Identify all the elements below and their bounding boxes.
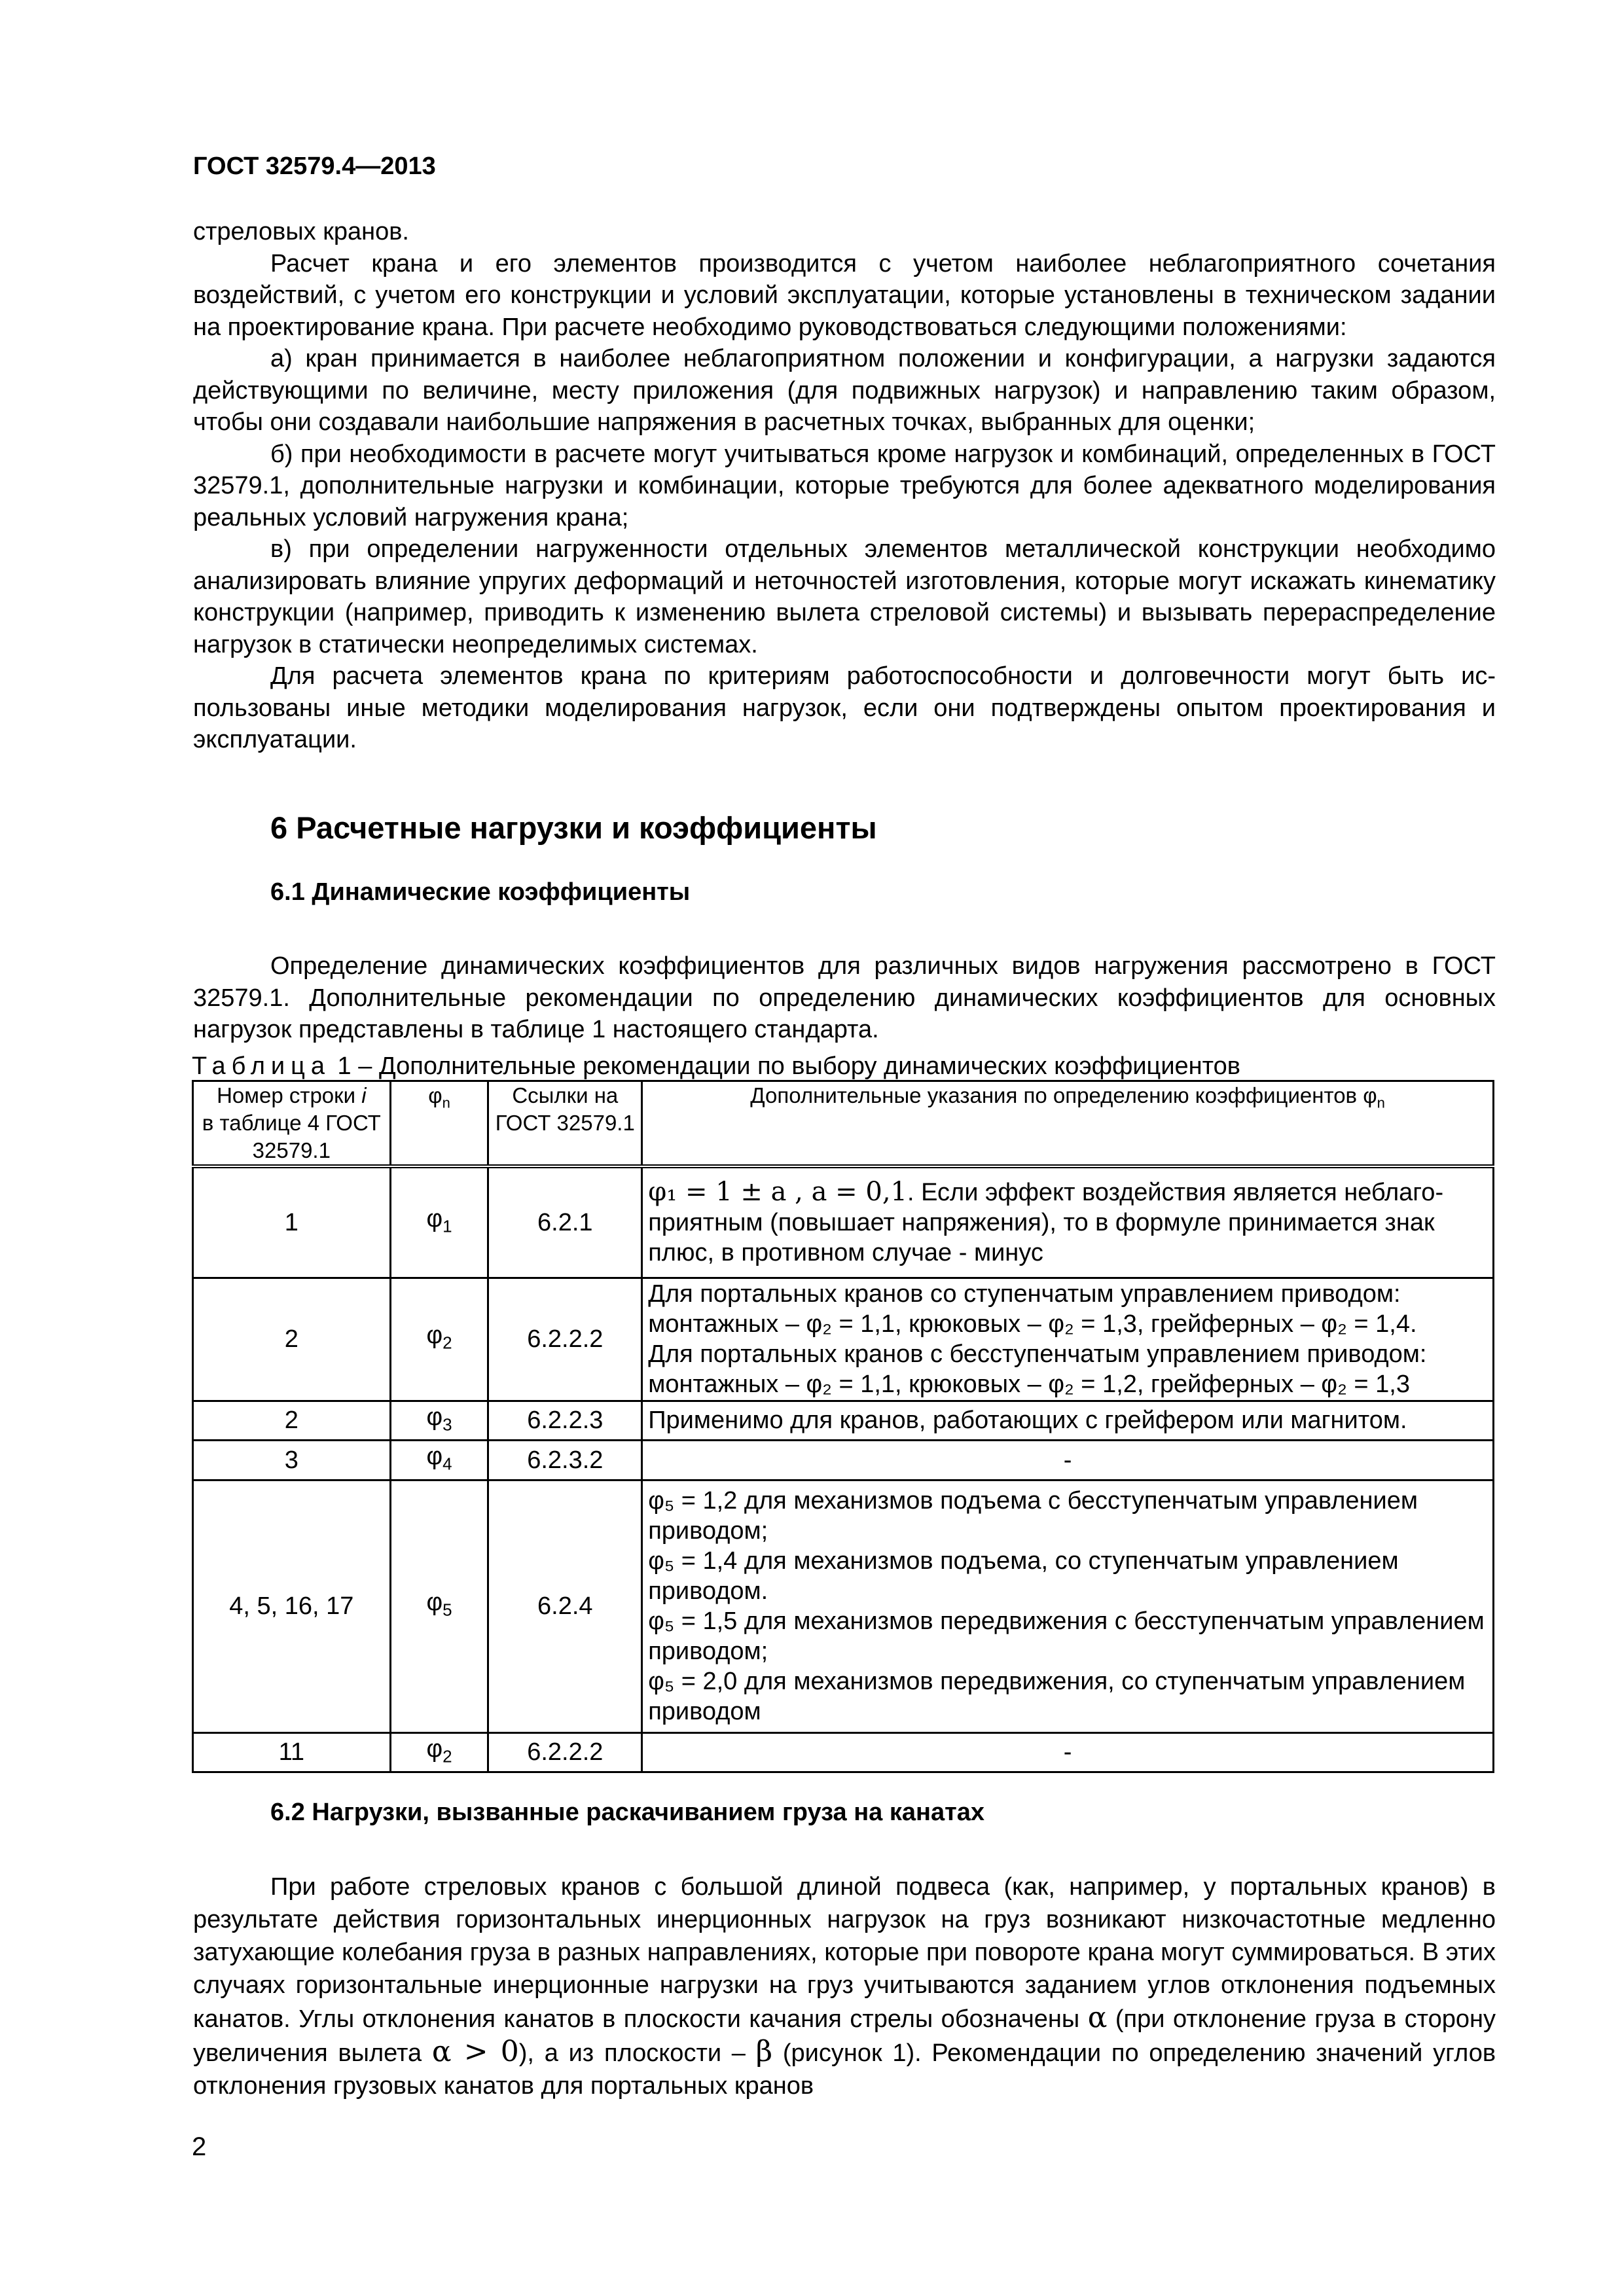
table-row: [193, 1480, 1494, 1732]
row-number: 11: [193, 1732, 391, 1772]
table-row: [193, 1401, 1494, 1441]
row-reference: 6.2.1: [488, 1166, 642, 1278]
row-reference: 6.2.4: [488, 1480, 642, 1732]
section-heading: 6 Расчетные нагрузки и коэффициенты: [270, 810, 877, 845]
coefficients-table: [192, 1080, 1494, 1773]
row-reference: 6.2.2.2: [488, 1732, 642, 1772]
subsection-heading: 6.2 Нагрузки, вызванные раскачиванием груза на канатах: [270, 1799, 984, 1826]
row-phi: $\varphi_4$: [390, 1441, 488, 1480]
intro-text: [193, 216, 1496, 756]
table-row: [193, 1441, 1494, 1480]
paragraph: Расчет крана и его элементов производится с учетом наиболее неблагоприятного сочетания воздействий, с учетом его конструкции и условий эксплуатации, которые установлены в техническом задании на проектирование крана. При расчете необходимо руководствоваться следующими положениями:: [193, 249, 1496, 341]
row-reference: 6.2.2.3: [488, 1401, 642, 1441]
row-instructions: φ₅ = 1,2 для механизмов подъема с бесступенчатым управлением приводом; φ₅ = 1,4 для механизмов подъема, со ступенчатым управлением приводом. φ₅ = 1,5 для механизмов передвижения с бесступенчатым управлением приводом; φ₅ = 2,0 для механизмов передвижения, со ступенчатым управлением приводом: [642, 1480, 1494, 1732]
section-6-1-text: [193, 950, 1496, 1046]
row-number: 1: [193, 1166, 391, 1278]
row-instructions: φ₁ = 1 ± a , a = 0,1. Если эффект воздействия является неблагоприятным (повышает напряжения), то в формуле принимается знак плюс, в противном случае - минус: [642, 1166, 1494, 1278]
row-phi: $\varphi_2$: [390, 1278, 488, 1401]
table-row: [193, 1166, 1494, 1278]
header-phi: $\varphi_n$: [390, 1081, 488, 1167]
paragraph: стреловых кранов.: [193, 218, 409, 245]
row-phi: $\varphi_3$: [390, 1401, 488, 1441]
list-item-a: а) кран принимается в наиболее неблагоприятном положении и конфигурации, а нагрузки задаются действующими по величине, месту приложения (для подвижных нагрузок) и направлению таким образом, чтобы они создавали наибольшие напряжения в расчетных точках, выбранных для оценки;: [193, 345, 1496, 436]
row-instructions: -: [642, 1441, 1494, 1480]
table-row: [193, 1732, 1494, 1772]
list-item-b: б) при необходимости в расчете могут учитываться кроме нагрузок и комбинаций, определенных в ГОСТ 32579.1, дополнительные нагрузки и комбинации, которые требуются для более адекватного моделирования реальных условий нагружения крана;: [193, 440, 1496, 531]
paragraph: При работе стреловых кранов с большой длиной подвеса (как, например, у портальных кранов) в результате действия горизонтальных инерционных нагрузок на груз возникают низкочастотные медленно затухающие колебания груза в разных направлениях, которые при повороте крана могут суммироваться. В этих случаях горизонтальные инерционные нагрузки на груз учитываются заданием углов отклонения подъемных канатов. Углы отклонения канатов в плоскости качания стрелы обозначены α (при отклонение груза в сторону увеличения вылета α > 0), а из плоскости – β (рисунок 1). Рекомендации по определению значений углов отклонения грузовых канатов для портальных кранов: [193, 1873, 1496, 2100]
table-caption: Таблица 1 – Дополнительные рекомендации по выбору динамических коэффициентов: [192, 1052, 1240, 1080]
document-header: ГОСТ 32579.4—2013: [193, 152, 436, 180]
table-header-row: [193, 1081, 1494, 1167]
row-instructions: Для портальных кранов со ступенчатым управлением приводом: монтажных – φ₂ = 1,1, крюковых – φ₂ = 1,3, грейферных – φ₂ = 1,4. Для портальных кранов с бесступенчатым управлением приводом: монтажных – φ₂ = 1,1, крюковых – φ₂ = 1,2, грейферных – φ₂ = 1,3: [642, 1278, 1494, 1401]
header-row-number: Номер строки i в таблице 4 ГОСТ 32579.1: [193, 1081, 391, 1167]
formula: φ₁ = 1 ± a , a = 0,1: [648, 1177, 907, 1208]
alpha-condition: α > 0: [431, 2035, 519, 2068]
alpha-symbol: α: [1087, 2001, 1108, 2034]
row-phi: $\varphi_2$: [390, 1732, 488, 1772]
row-number: 2: [193, 1278, 391, 1401]
paragraph: Определение динамических коэффициентов для различных видов нагружения рассмотрено в ГОСТ 32579.1. Дополнительные рекомендации по определению динамических коэффициентов для основных нагрузок представлены в таблице 1 настоящего стандарта.: [193, 952, 1496, 1043]
beta-symbol: β: [755, 2035, 773, 2068]
row-number: 2: [193, 1401, 391, 1441]
row-reference: 6.2.2.2: [488, 1278, 642, 1401]
subsection-heading: 6.1 Динамические коэффициенты: [270, 878, 691, 906]
paragraph: Для расчета элементов крана по критериям работоспособности и долговечности могут быть использованы иные методики моделирования нагрузок, если они подтверждены опытом проектирования и эксплуатации.: [193, 662, 1496, 753]
header-references: Ссылки на ГОСТ 32579.1: [488, 1081, 642, 1167]
page-number: 2: [192, 2132, 207, 2161]
row-phi: $\varphi_1$: [390, 1166, 488, 1278]
row-reference: 6.2.3.2: [488, 1441, 642, 1480]
table-row: [193, 1278, 1494, 1401]
row-instructions: -: [642, 1732, 1494, 1772]
section-6-2-text: [193, 1871, 1496, 2102]
row-number: 4, 5, 16, 17: [193, 1480, 391, 1732]
list-item-c: в) при определении нагруженности отдельных элементов металлической конструкции необходимо анализировать влияние упругих деформаций и неточностей изготовления, которые могут искажать кинематику конструкции (например, приводить к изменению вылета стреловой системы) и вызывать перераспределение нагрузок в статически неопределимых системах.: [193, 535, 1496, 658]
row-phi: $\varphi_5$: [390, 1480, 488, 1732]
row-instructions: Применимо для кранов, работающих с грейфером или магнитом.: [642, 1401, 1494, 1441]
header-instructions: Дополнительные указания по определению коэффициентов $\varphi_n$: [642, 1081, 1494, 1167]
row-number: 3: [193, 1441, 391, 1480]
